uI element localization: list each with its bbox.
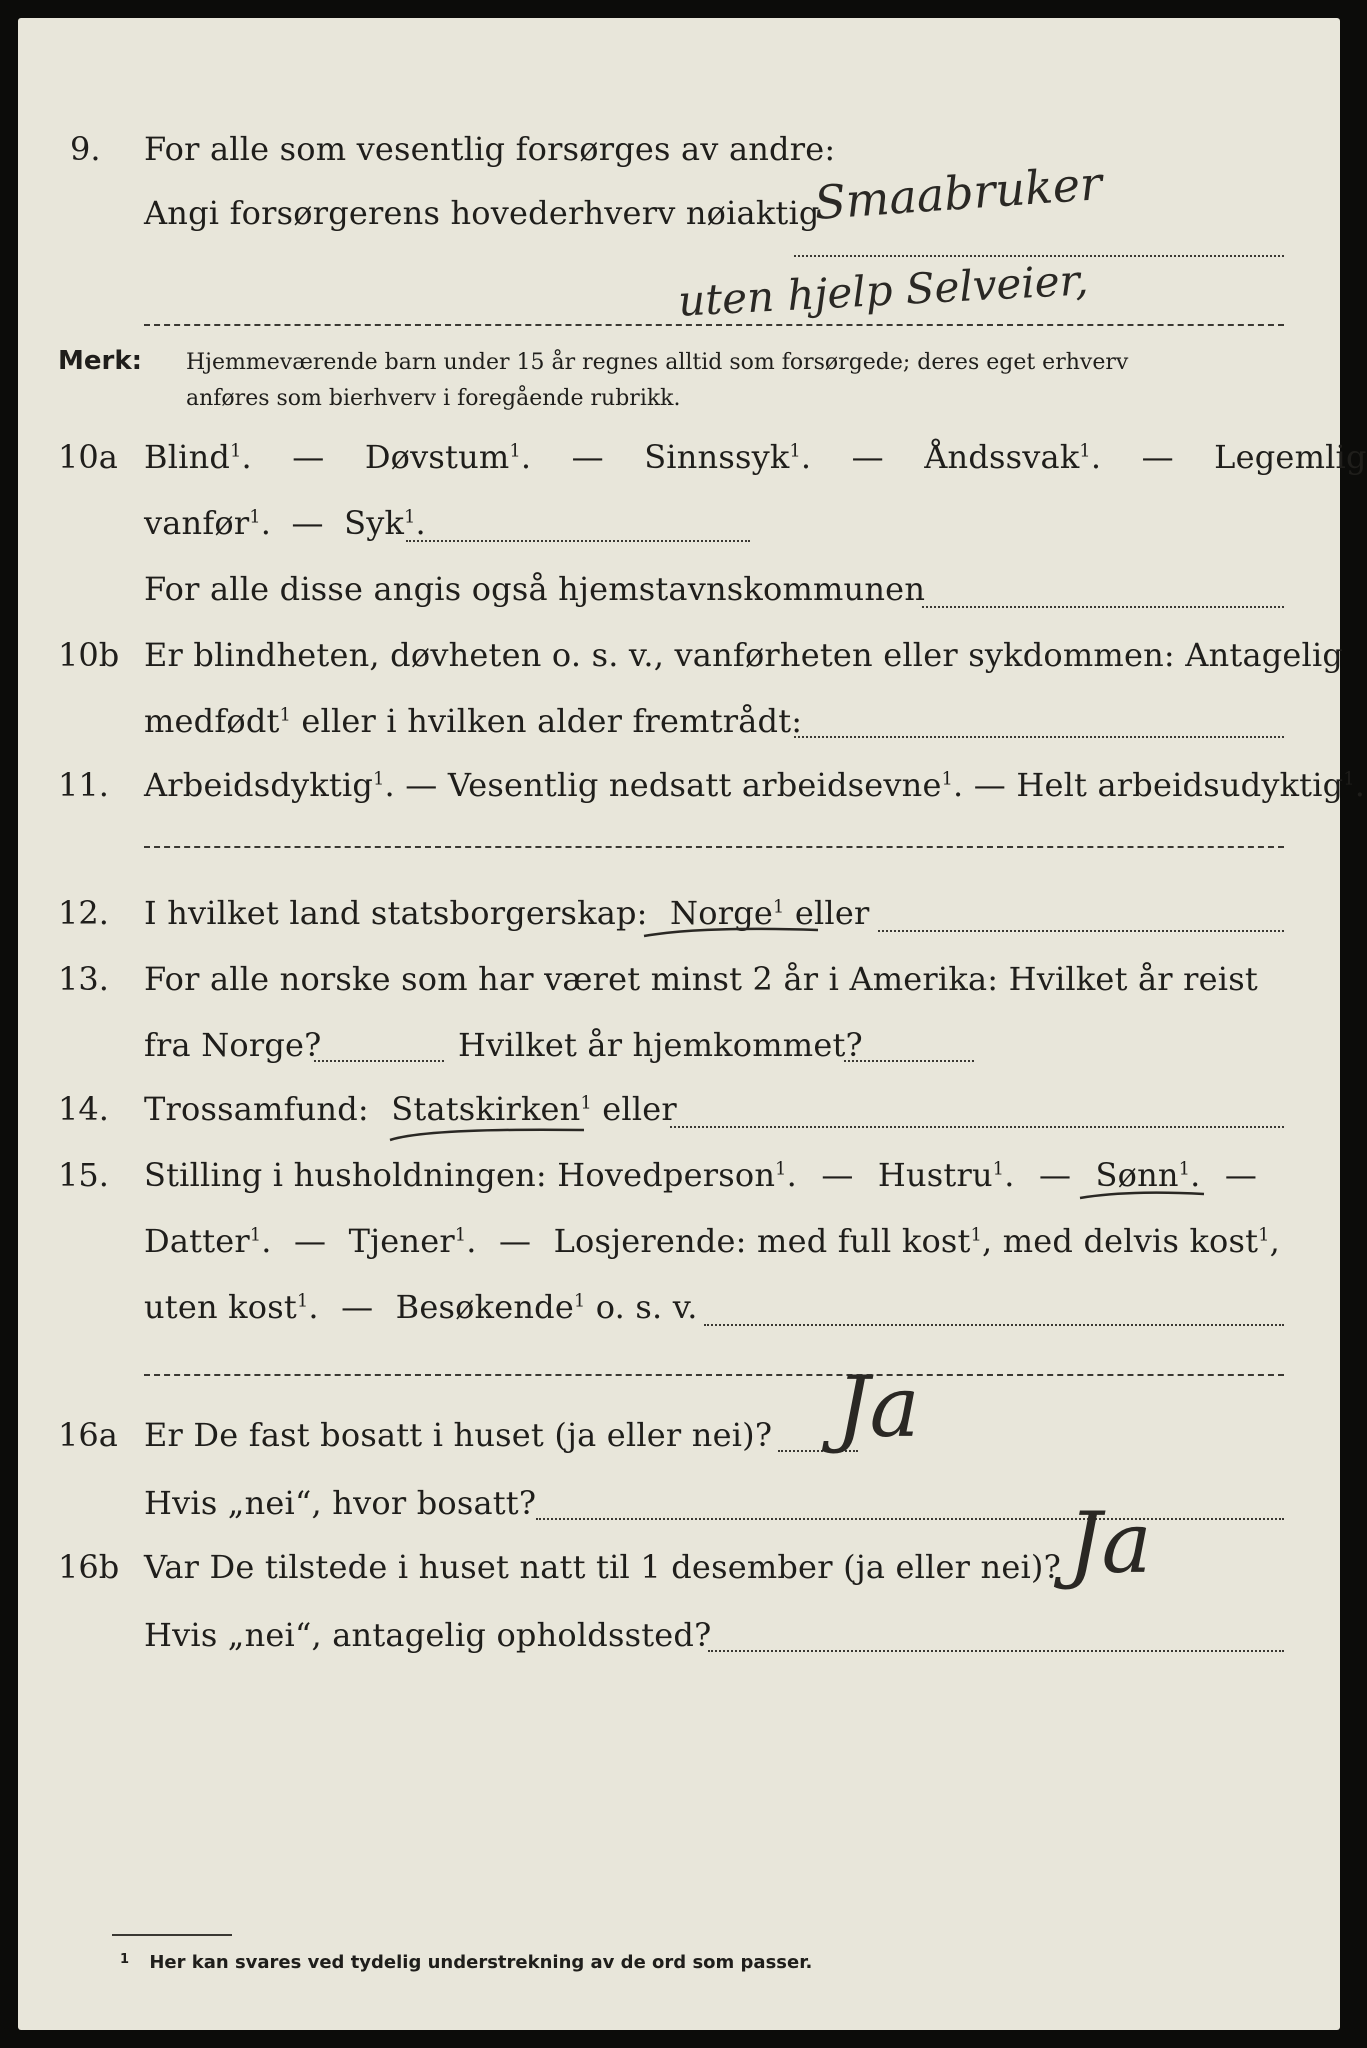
footnote-mark: 1 <box>296 1291 309 1312</box>
q11-arbeidsdyktig: Arbeidsdyktig <box>144 766 374 804</box>
footnote-mark: 1 <box>1079 441 1091 462</box>
q15-answer-line-2 <box>144 1374 1284 1376</box>
q14-statskirken: Statskirken <box>391 1090 581 1128</box>
footnote-mark: 1 <box>404 507 416 528</box>
merk-line1: Hjemmeværende barn under 15 år regnes alltid som forsørgede; deres eget erhverv <box>186 350 1129 375</box>
period: . <box>261 1222 272 1260</box>
dash: — <box>294 1222 327 1260</box>
dash: — <box>291 504 324 542</box>
q10a-line2 <box>144 504 426 542</box>
merk-label: Merk: <box>58 346 143 376</box>
footnote-mark: 1 <box>775 1159 787 1180</box>
q16a-handwritten-answer: Ja <box>836 1358 920 1456</box>
q16a-line1: Er De fast bosatt i huset (ja eller nei)? <box>144 1416 773 1454</box>
period: . <box>241 438 252 476</box>
period: . <box>520 438 532 476</box>
footnote-mark: 1 <box>249 1225 262 1246</box>
footnote-mark: 1 <box>789 441 801 462</box>
q15-besokende: Besøkende <box>395 1288 574 1326</box>
q10b-line2-rest: eller i hvilken alder fremtrådt: <box>301 702 803 740</box>
q15-osv: o. s. v. <box>595 1288 698 1326</box>
q15-line2: Datter$^1$. — Tjener$^1$. — Losjerende: med full kost$^1$, med delvis kost$^1$, <box>144 1222 1280 1260</box>
period: . <box>308 1288 319 1326</box>
dash: — <box>1224 1156 1258 1194</box>
q15-answer-line <box>704 1324 1284 1326</box>
item-number-12: 12. <box>58 894 109 932</box>
q12-answer-line <box>878 930 1284 932</box>
q9-line1: For alle som vesentlig forsørges av andre: <box>144 130 836 168</box>
q10a-line3: For alle disse angis også hjemstavnskommunen <box>144 570 926 608</box>
q16b-handwritten-answer: Ja <box>1068 1494 1152 1592</box>
item-number-16a: 16a <box>58 1416 118 1454</box>
footnote-mark: 1 <box>230 441 242 462</box>
q14-eller: eller <box>602 1090 677 1128</box>
period: . <box>260 504 272 542</box>
dash: — <box>405 766 438 804</box>
q10b-medfodt: medfødt <box>144 702 280 740</box>
footnote-mark: 1 <box>1258 1225 1270 1246</box>
q13-line1: For alle norske som har været minst 2 år i Amerika: Hvilket år reist <box>144 960 1258 998</box>
q14-statskirken-underline <box>388 1122 588 1146</box>
q10a-dovstum: Døvstum <box>364 438 510 476</box>
item-number-16b: 16b <box>58 1548 120 1586</box>
footnote-mark: 1 <box>454 1225 467 1246</box>
dash: — <box>1038 1156 1072 1194</box>
footnote-mark: 1 <box>773 897 785 918</box>
q10a-andssvak: Åndssvak <box>924 438 1080 476</box>
dash: — <box>821 1156 854 1194</box>
item-number-9: 9. <box>70 130 101 168</box>
merk-line2: anføres som bierhverv i foregående rubrikk. <box>186 386 681 411</box>
dash: — <box>341 1288 374 1326</box>
footnote-mark: 1 <box>1343 769 1355 790</box>
footnote-mark: 1 <box>120 1952 130 1967</box>
item-number-10b: 10b <box>58 636 120 674</box>
footnote-separator <box>112 1934 232 1936</box>
q13-hjemkommet: Hvilket år hjemkommet? <box>458 1026 863 1064</box>
q9-handwritten-answer-1: Smaabruker <box>812 156 1104 230</box>
q10a-syk-answer-line <box>406 540 750 542</box>
q11-udyktig: Helt arbeidsudyktig <box>1016 766 1344 804</box>
q15-sonn: Sønn <box>1095 1156 1179 1194</box>
q13-fra-norge: fra Norge? <box>144 1026 322 1064</box>
q11-nedsatt: Vesentlig nedsatt arbeidsevne <box>447 766 942 804</box>
footnote-mark: 1 <box>580 1093 592 1114</box>
q15-tjener: Tjener <box>348 1222 455 1260</box>
q15-delvis: med delvis kost <box>1002 1222 1259 1260</box>
q10b-line1: Er blindheten, døvheten o. s. v., vanførheten eller sykdommen: Antagelig <box>144 636 1344 674</box>
q10a-syk: Syk <box>344 504 405 542</box>
q16a-bosatt-answer-line <box>536 1518 1284 1520</box>
dash: — <box>571 438 604 476</box>
q10a-line1 <box>144 438 1367 476</box>
q15-hovedperson: Hovedperson <box>557 1156 776 1194</box>
q9-handwritten-answer-2: uten hjelp Selveier, <box>676 255 1090 326</box>
period: . <box>384 766 395 804</box>
period: . <box>415 504 426 542</box>
period: . <box>466 1222 477 1260</box>
footnote-mark: 1 <box>509 441 521 462</box>
footnote-mark: 1 <box>249 507 261 528</box>
q12-text: I hvilket land statsborgerskap: <box>144 894 648 932</box>
footnote <box>120 1952 812 1973</box>
q11-line1 <box>144 766 1365 804</box>
q10a-legemlig: Legemlig <box>1214 438 1367 476</box>
q9-answer-line-1 <box>794 255 1284 257</box>
q10a-hjemstavn-answer-line <box>922 606 1284 608</box>
q16b-answer-line <box>708 1650 1284 1652</box>
q9-line2: Angi forsørgerens hovederhverv nøiaktig <box>144 194 820 232</box>
census-form-page <box>18 18 1367 2030</box>
q12-norge: Norge <box>670 894 774 932</box>
period: . <box>1190 1156 1201 1194</box>
item-number-13: 13. <box>58 960 109 998</box>
period: . <box>786 1156 797 1194</box>
q15-text: Stilling i husholdningen: <box>144 1156 547 1194</box>
q15-sonn-underline <box>1078 1188 1208 1204</box>
q14-answer-line <box>670 1126 1284 1128</box>
footnote-mark: 1 <box>1178 1159 1191 1180</box>
q13-hjemkommet-answer-line <box>844 1060 974 1062</box>
q12-norge-underline <box>642 924 822 944</box>
dash: — <box>973 766 1006 804</box>
q12-eller: eller <box>794 894 870 932</box>
footnote-mark: 1 <box>573 1291 586 1312</box>
footnote-mark: 1 <box>373 769 385 790</box>
q15-uten: uten kost <box>144 1288 297 1326</box>
dash: — <box>1141 438 1174 476</box>
footnote-text: Her kan svares ved tydelig understrekning av de ord som passer. <box>149 1952 813 1973</box>
period: . <box>1354 766 1366 804</box>
footnote-mark: 1 <box>992 1159 1005 1180</box>
item-number-10a: 10a <box>58 438 118 476</box>
q11-answer-line <box>144 846 1284 848</box>
dash: — <box>851 438 884 476</box>
q10a-blind: Blind <box>144 438 231 476</box>
q14-text: Trossamfund: <box>144 1090 369 1128</box>
q10b-line2 <box>144 702 802 740</box>
q16a-line2: Hvis „nei“, hvor bosatt? <box>144 1484 537 1522</box>
q15-datter: Datter <box>144 1222 250 1260</box>
period: . <box>1090 438 1102 476</box>
q16b-line1: Var De tilstede i huset natt til 1 desember (ja eller nei)? <box>144 1548 1061 1586</box>
item-number-15: 15. <box>58 1156 109 1194</box>
q15-line3 <box>144 1288 698 1326</box>
footnote-mark: 1 <box>970 1225 982 1246</box>
footnote-mark: 1 <box>941 769 954 790</box>
footnote-mark: 1 <box>279 705 292 726</box>
dash: — <box>499 1222 532 1260</box>
q16b-line2: Hvis „nei“, antagelig opholdssted? <box>144 1616 712 1654</box>
period: . <box>953 766 964 804</box>
item-number-11: 11. <box>58 766 109 804</box>
q10b-answer-line <box>794 736 1284 738</box>
period: . <box>1004 1156 1015 1194</box>
q10a-sinnssyk: Sinnssyk <box>644 438 790 476</box>
q10a-vanfor: vanfør <box>144 504 250 542</box>
q9-answer-line-2 <box>144 324 1284 326</box>
item-number-14: 14. <box>58 1090 109 1128</box>
period: . <box>800 438 812 476</box>
q15-hustru: Hustru <box>877 1156 993 1194</box>
q15-losjerende: Losjerende: med full kost <box>553 1222 971 1260</box>
dash: — <box>292 438 325 476</box>
q13-reist-answer-line <box>314 1060 444 1062</box>
